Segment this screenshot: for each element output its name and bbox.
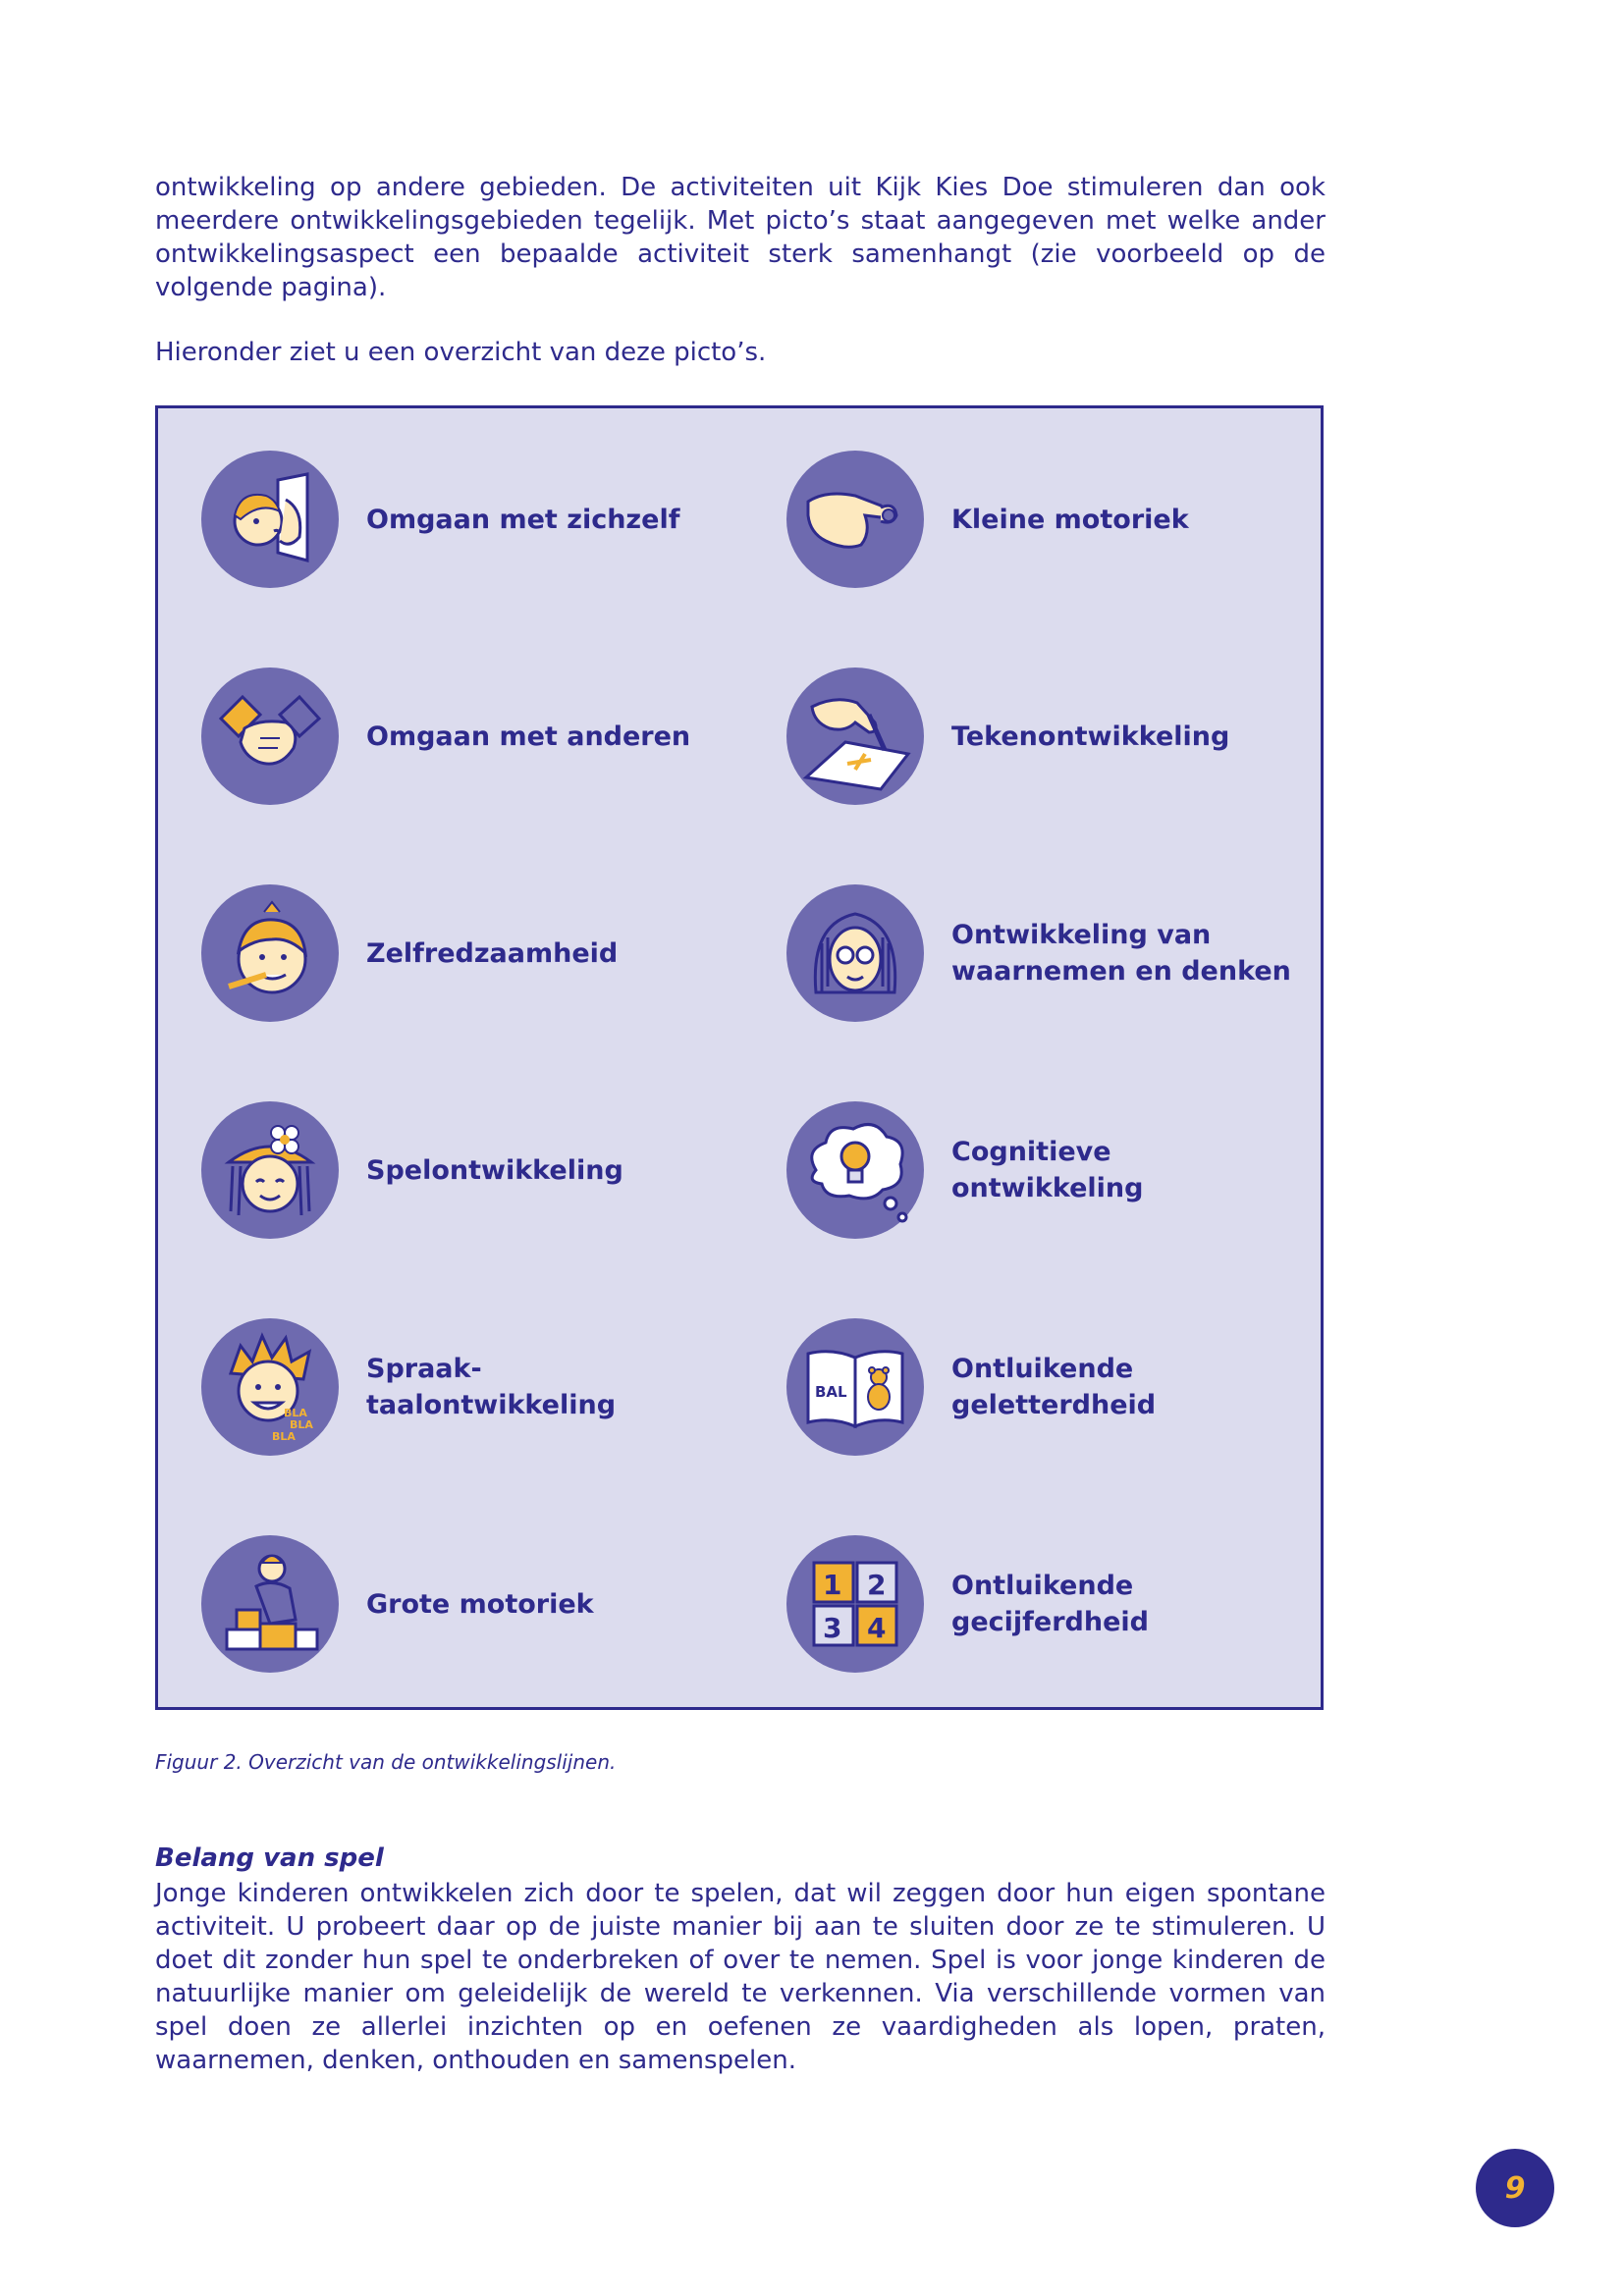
- picto-kleine-motoriek: [786, 451, 1336, 588]
- number-2: 2: [867, 1569, 887, 1601]
- picto-label: Ontluikende geletterdheid: [951, 1354, 1157, 1420]
- picto-grote-motoriek: [201, 1535, 751, 1673]
- picto-tekenontwikkeling: [786, 667, 1336, 805]
- handshake-icon: [201, 667, 339, 805]
- number-1: 1: [823, 1569, 842, 1601]
- section-heading: Belang van spel: [155, 1843, 384, 1873]
- picto-zelfredzaamheid: [201, 884, 751, 1022]
- number-4: 4: [867, 1612, 887, 1644]
- picto-omgaan-met-anderen: [201, 667, 751, 805]
- talking-child-icon: [201, 1318, 339, 1456]
- picto-label: Ontwikkeling van waarnemen en denken: [951, 920, 1291, 987]
- mirror-kiss-icon: [201, 451, 339, 588]
- picto-waarnemen-en-denken: [786, 884, 1336, 1022]
- toothbrush-child-icon: [201, 884, 339, 1022]
- picto-label: Spelontwikkeling: [366, 1154, 623, 1186]
- picto-overview-panel: [155, 405, 1324, 1710]
- picto-label: Cognitieve ontwikkeling: [951, 1137, 1144, 1203]
- glasses-face-icon: [786, 884, 924, 1022]
- intro-paragraph: ontwikkeling op andere gebieden. De activiteiten uit Kijk Kies Doe stimuleren dan ook meerdere ontwikkelingsgebieden tegelijk. Met picto’s staat aangegeven met welke ander ontwikkelingsaspect een bepaalde activiteit sterk samenhangt (zie voorbeeld op de volgende pagina).: [155, 173, 1326, 302]
- picto-label: Kleine motoriek: [951, 504, 1189, 535]
- pinching-hand-icon: [786, 451, 924, 588]
- drawing-hand-icon: [786, 667, 924, 805]
- page-number: 9: [1476, 2149, 1554, 2227]
- picto-label: Spraak- taalontwikkeling: [366, 1354, 617, 1420]
- section-body: Jonge kinderen ontwikkelen zich door te spelen, dat wil zeggen door hun eigen spontane activiteit. U probeert daar op de juiste manier bij aan te sluiten door ze te stimuleren. U doet dit zonder hun spel te onderbreken of over te nemen. Spel is voor jonge kinderen de natuurlijke manier om geleidelijk de wereld te verkennen. Via verschillende vormen van spel doen ze allerlei inzichten op en oefenen ze vaardigheden als lopen, praten, waarnemen, denken, onthouden en samenspelen.: [155, 1879, 1326, 2075]
- number-3: 3: [823, 1612, 842, 1644]
- number-puzzle-icon: [786, 1535, 924, 1673]
- picto-label: Tekenontwikkeling: [951, 721, 1230, 752]
- picto-label: Zelfredzaamheid: [366, 937, 619, 969]
- picture-book-icon: [786, 1318, 924, 1456]
- picto-label: Omgaan met zichzelf: [366, 504, 680, 535]
- picto-spraak-taalontwikkeling: [201, 1318, 751, 1456]
- picto-label: Ontluikende gecijferdheid: [951, 1571, 1149, 1637]
- picto-cognitieve-ontwikkeling: [786, 1101, 1336, 1239]
- picto-label: Omgaan met anderen: [366, 721, 691, 752]
- picto-ontluikende-geletterdheid: [786, 1318, 1336, 1456]
- picto-ontluikende-gecijferdheid: [786, 1535, 1336, 1673]
- lightbulb-thought-icon: [786, 1101, 924, 1239]
- flower-hat-girl-icon: [201, 1101, 339, 1239]
- figure-caption: Figuur 2. Overzicht van de ontwikkelingslijnen.: [155, 1750, 617, 1774]
- book-word: BAL: [815, 1383, 847, 1401]
- picto-spelontwikkeling: [201, 1101, 751, 1239]
- bla-text-2: BLA: [290, 1418, 313, 1431]
- bla-text-1: BLA: [284, 1407, 307, 1419]
- lead-sentence: Hieronder ziet u een overzicht van deze picto’s.: [155, 338, 767, 367]
- climbing-blocks-icon: [201, 1535, 339, 1673]
- picto-omgaan-met-zichzelf: [201, 451, 751, 588]
- picto-label: Grote motoriek: [366, 1588, 594, 1620]
- bla-text-3: BLA: [272, 1430, 296, 1443]
